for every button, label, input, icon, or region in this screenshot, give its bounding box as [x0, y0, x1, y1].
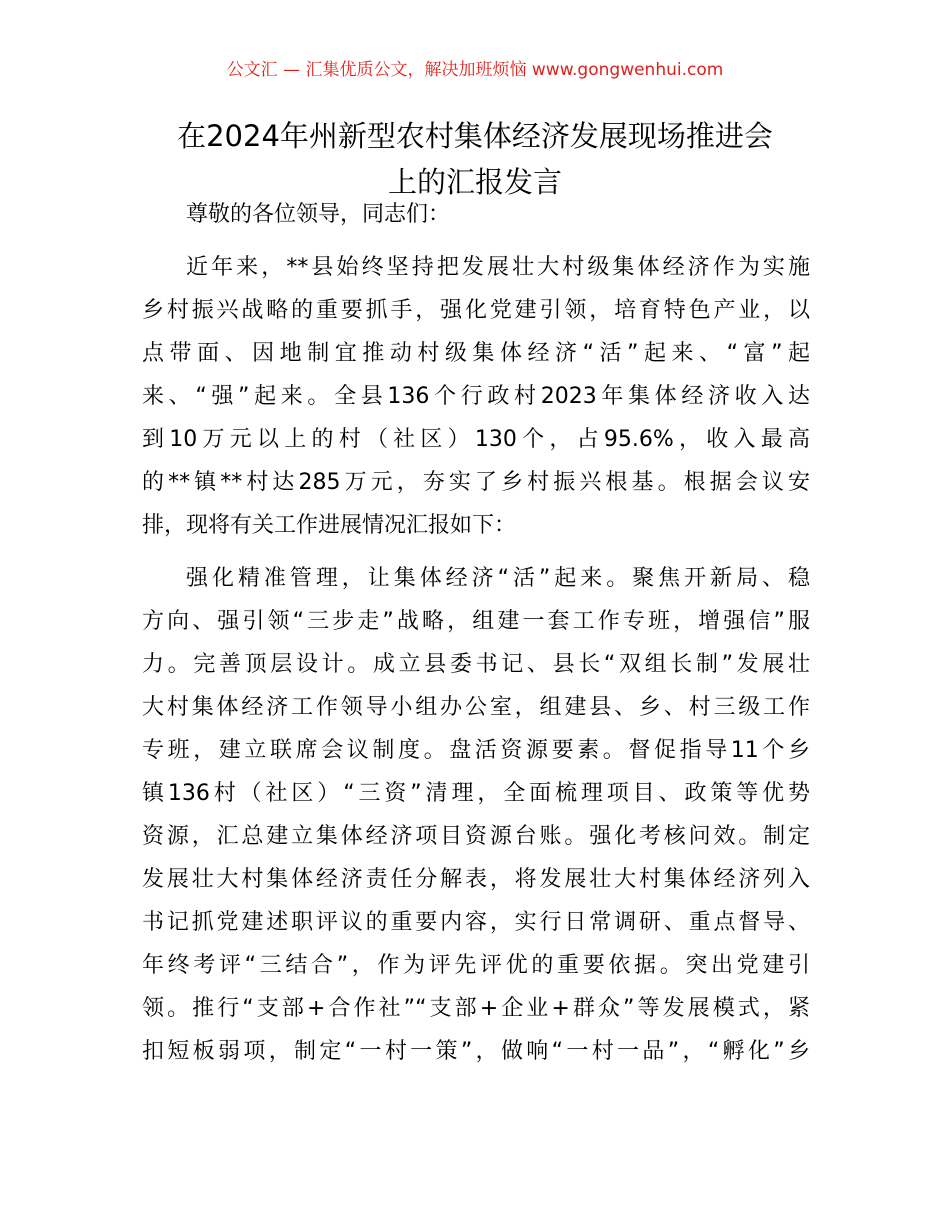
paragraph-line: 强化精准管理，让集体经济“活”起来。聚焦开新局、稳: [186, 566, 810, 591]
document-title: [100, 113, 850, 205]
paragraph-management: [142, 557, 810, 1073]
paragraph-line: 资源，汇总建立集体经济项目资源台账。强化考核问效。制定: [142, 824, 810, 849]
paragraph-line: 扣短板弱项，制定“一村一策”，做响“一村一品”，“孵化”乡: [142, 1039, 810, 1064]
paragraph-line: 点带面、因地制宜推动村级集体经济“活”起来、“富”起: [142, 341, 810, 366]
paragraph-line: 方向、强引领“三步走”战略，组建一套工作专班，增强信”服: [142, 609, 810, 634]
paragraph-line: 镇136村（社区）“三资”清理，全面梳理项目、政策等优势: [142, 781, 810, 806]
title-line-2: 上的汇报发言: [387, 165, 562, 199]
greeting: 尊敬的各位领导，同志们：: [186, 202, 451, 227]
paragraph-line: 书记抓党建述职评议的重要内容，实行日常调研、重点督导、: [142, 910, 810, 935]
title-line-1: 在2024年州新型农村集体经济发展现场推进会: [177, 119, 773, 153]
paragraph-intro: [142, 246, 810, 547]
paragraph-line: 领。推行“支部+合作社”“支部+企业+群众”等发展模式，紧: [142, 996, 810, 1021]
paragraph-line: 大村集体经济工作领导小组办公室，组建县、乡、村三级工作: [142, 695, 810, 720]
paragraph-line: 的**镇**村达285万元，夯实了乡村振兴根基。根据会议安: [142, 470, 810, 495]
paragraph-line: 排，现将有关工作进展情况汇报如下：: [142, 513, 517, 538]
paragraph-line: 乡村振兴战略的重要抓手，强化党建引领，培育特色产业，以: [142, 298, 810, 323]
paragraph-line: 近年来，**县始终坚持把发展壮大村级集体经济作为实施: [186, 255, 810, 280]
header-banner[interactable]: 公文汇 — 汇集优质公文，解决加班烦恼 www.gongwenhui.com: [226, 60, 724, 80]
paragraph-line: 发展壮大村集体经济责任分解表，将发展壮大村集体经济列入: [142, 867, 810, 892]
paragraph-line: 力。完善顶层设计。成立县委书记、县长“双组长制”发展壮: [142, 652, 810, 677]
paragraph-line: 来、“强”起来。全县136个行政村2023年集体经济收入达: [142, 384, 810, 409]
paragraph-line: 年终考评“三结合”，作为评先评优的重要依据。突出党建引: [142, 953, 810, 978]
paragraph-line: 到10万元以上的村（社区）130个，占95.6%，收入最高: [142, 427, 810, 452]
document-body: [142, 193, 810, 1083]
paragraph-line: 专班，建立联席会议制度。盘活资源要素。督促指导11个乡: [142, 738, 810, 763]
